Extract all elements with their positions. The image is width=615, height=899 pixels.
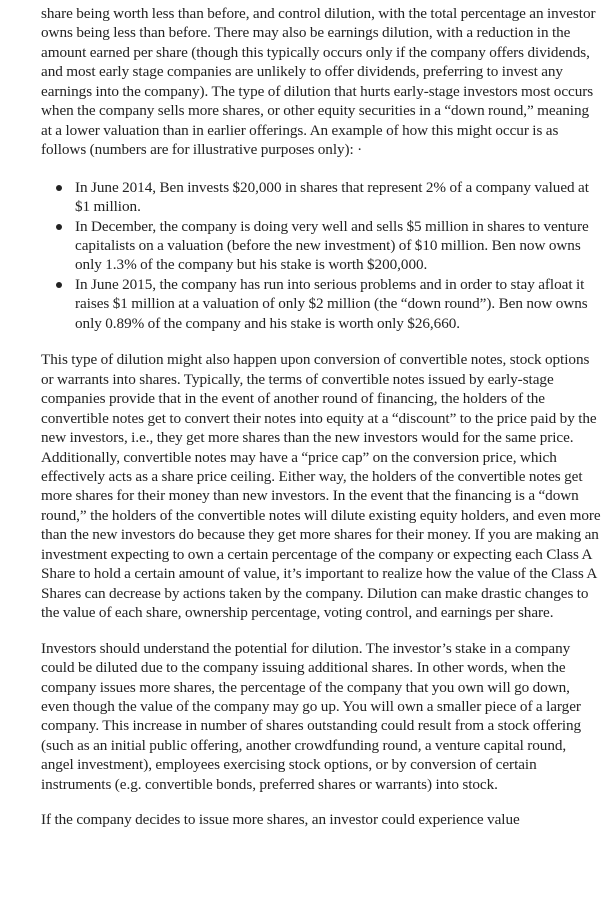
- list-item: [75, 217, 601, 275]
- document-body: [41, 4, 601, 846]
- list-item-text: In December, the company is doing very well and sells $5 million in shares to venture capitalists on a valuation (before the new investment) of $10 million. Ben now owns only 1.3% of the company but his stake is worth $200,000.: [75, 217, 589, 274]
- dilution-example-list: [41, 178, 601, 334]
- list-item-text: In June 2015, the company has run into serious problems and in order to stay afloat it raises $1 million at a valuation of only $2 million (the “down round”). Ben now owns only 0.89% of the company and his stake is worth only $26,660.: [75, 275, 588, 332]
- paragraph-convertible-notes: This type of dilution might also happen upon conversion of convertible notes, stock options or warrants into shares. Typically, the terms of convertible notes issued by early-stage companies provide that in the event of another round of financing, the holders of the convertible notes get to convert their notes into equity at a “discount” to the price paid by the new investors, i.e., they get more shares than the new investors would for the same price. Additionally, convertible notes may have a “price cap” on the conversion price, which effectively acts as a share price ceiling. Either way, the holders of the convertible notes get more shares for their money than new investors. In the event that the financing is a “down round,” the holders of the convertible notes will dilute existing equity holders, and even more than the new investors do because they get more shares for their money. If you are making an investment expecting to own a certain percentage of the company or expecting each Class A Share to hold a certain amount of value, it’s important to realize how the value of the Class A Shares can decrease by actions taken by the company. Dilution can make drastic changes to the value of each share, ownership percentage, voting control, and earnings per share.: [41, 351, 601, 622]
- bullet-icon: [56, 224, 62, 230]
- list-item: [75, 275, 601, 333]
- list-item: [75, 178, 601, 217]
- paragraph-dilution-types: share being worth less than before, and control dilution, with the total percentage an investor owns being less than before. There may also be earnings dilution, with a reduction in the amount earned per share (though this typically occurs only if the company offers dividends, and most early stage companies are unlikely to offer dividends, preferring to invest any earnings into the company). The type of dilution that hurts early-stage investors most occurs when the company sells more shares, or other equity securities in a “down round,” meaning at a lower valuation than in earlier offerings. An example of how this might occur is as follows (numbers are for illustrative purposes only): ·: [41, 5, 596, 159]
- list-item-text: In June 2014, Ben invests $20,000 in shares that represent 2% of a company valued at $1 million.: [75, 178, 589, 216]
- bullet-icon: [56, 185, 62, 191]
- bullet-icon: [56, 282, 62, 288]
- paragraph-potential-dilution: Investors should understand the potential for dilution. The investor’s stake in a company could be diluted due to the company issuing additional shares. In other words, when the company issues more shares, the percentage of the company that you own will go down, even though the value of the company may go up. You will own a smaller piece of a larger company. This increase in number of shares outstanding could result from a stock offering (such as an initial public offering, another crowdfunding round, a venture capital round, angel investment), employees exercising stock options, or by conversion of certain instruments (e.g. convertible bonds, preferred shares or warrants) into stock.: [41, 639, 582, 793]
- paragraph-issue-more-shares: If the company decides to issue more shares, an investor could experience value: [41, 811, 520, 829]
